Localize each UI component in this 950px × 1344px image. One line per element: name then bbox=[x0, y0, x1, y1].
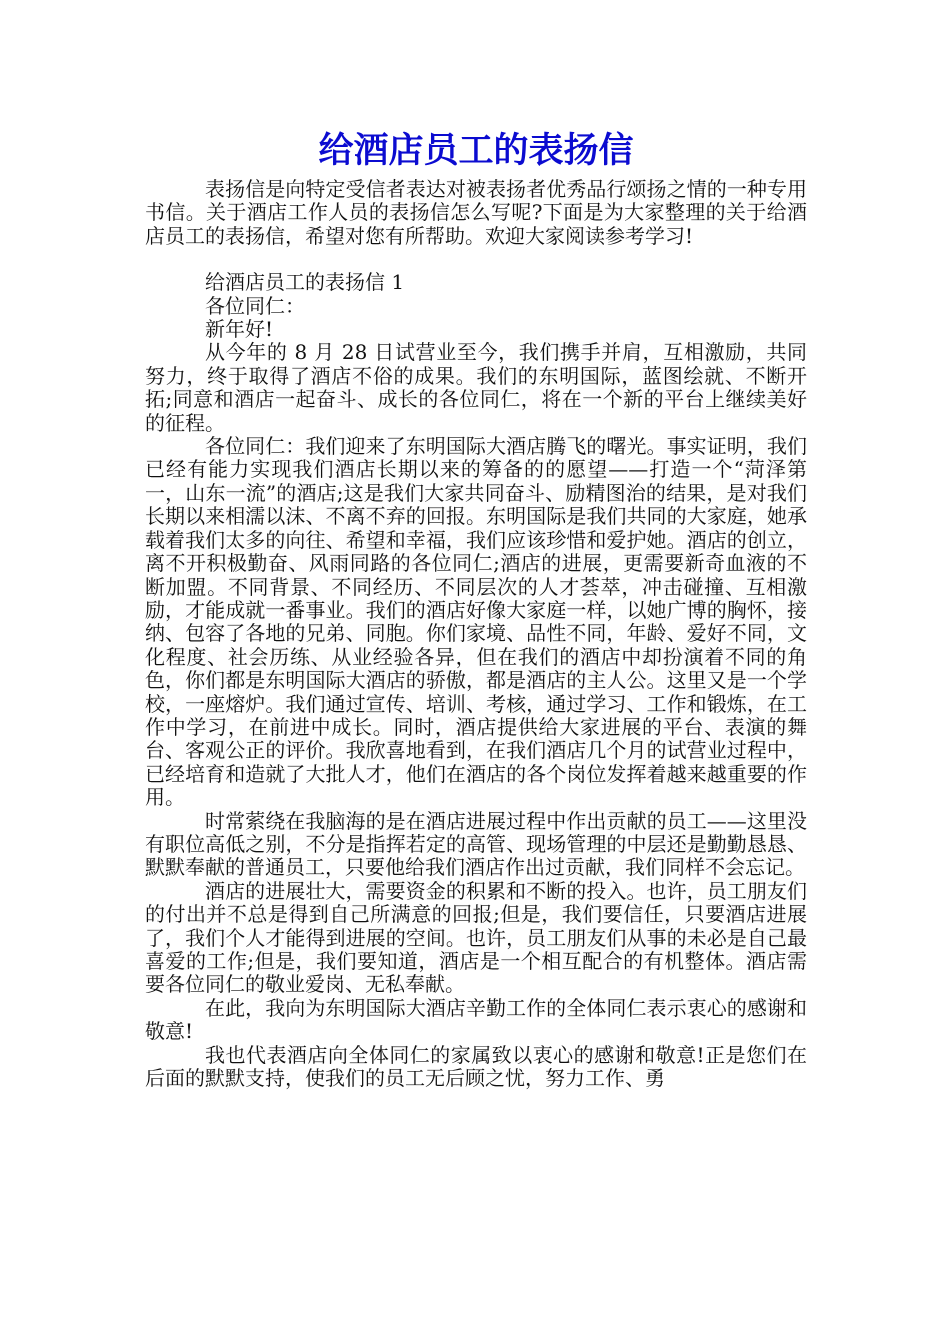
body-paragraph: 从今年的 8 月 28 日试营业至今，我们携手并肩，互相激励，共同努力，终于取得了酒店不俗的成果。我们的东明国际，蓝图绘就、不断开拓;同意和酒店一起奋斗、成长的各位同仁，将在一个新的平台上继续美好的征程。 bbox=[145, 340, 807, 435]
intro-paragraph: 表扬信是向特定受信者表达对被表扬者优秀品行颂扬之情的一种专用书信。关于酒店工作人员的表扬信怎么写呢?下面是为大家整理的关于给酒店员工的表扬信，希望对您有所帮助。欢迎大家阅读参考学习! bbox=[145, 177, 807, 248]
body-paragraph: 在此，我向为东明国际大酒店辛勤工作的全体同仁表示衷心的感谢和敬意! bbox=[145, 995, 807, 1044]
document-body bbox=[145, 124, 807, 1090]
letter-salutation: 各位同仁： bbox=[205, 293, 305, 318]
body-paragraph: 我也代表酒店向全体同仁的家属致以衷心的感谢和敬意!正是您们在后面的默默支持，使我们的员工无后顾之忧，努力工作、勇 bbox=[145, 1042, 807, 1091]
body-paragraph: 时常萦绕在我脑海的是在酒店进展过程中作出贡献的员工——这里没有职位高低之别，不分是指挥若定的高管、现场管理的中层还是勤勤恳恳、默默奉献的普通员工，只要他给我们酒店作出过贡献，我们同样不会忘记。 bbox=[145, 808, 807, 880]
document-title: 给酒店员工的表扬信 bbox=[318, 131, 634, 171]
body-paragraph: 酒店的进展壮大，需要资金的积累和不断的投入。也许，员工朋友们的付出并不总是得到自己所满意的回报;但是，我们要信任，只要酒店进展了，我们个人才能得到进展的空间。也许，员工朋友们从事的未必是自己最喜爱的工作;但是，我们要知道，酒店是一个相互配合的有机整体。酒店需要各位同仁的敬业爱岗、无私奉献。 bbox=[145, 878, 807, 997]
letter-greeting: 新年好! bbox=[205, 317, 274, 342]
letter-heading: 给酒店员工的表扬信 1 bbox=[205, 270, 405, 295]
body-paragraph: 各位同仁：我们迎来了东明国际大酒店腾飞的曙光。事实证明，我们已经有能力实现我们酒店长期以来的筹备的的愿望——打造一个“菏泽第一，山东一流”的酒店;这是我们大家共同奋斗、励精图治的结果，是对我们长期以来相濡以沫、不离不弃的回报。东明国际是我们共同的大家庭，她承载着我们太多的向往、希望和幸福，我们应该珍惜和爱护她。酒店的创立，离不开积极勤奋、风雨同路的各位同仁;酒店的进展，更需要新奇血液的不断加盟。不同背景、不同经历、不同层次的人才荟萃，冲击碰撞、互相激励，才能成就一番事业。我们的酒店好像大家庭一样，以她广博的胸怀，接纳、包容了各地的兄弟、同胞。你们家境、品性不同，年龄、爱好不同，文化程度、社会历练、从业经验各异，但在我们的酒店中却扮演着不同的角色，你们都是东明国际大酒店的骄傲，都是酒店的主人公。这里又是一个学校，一座熔炉。我们通过宣传、培训、考核，通过学习、工作和锻炼，在工作中学习，在前进中成长。同时，酒店提供给大家进展的平台、表演的舞台、客观公正的评价。我欣喜地看到，在我们酒店几个月的试营业过程中，已经培育和造就了大批人才，他们在酒店的各个岗位发挥着越来越重要的作用。 bbox=[145, 434, 807, 810]
paragraph-gap bbox=[145, 248, 807, 271]
